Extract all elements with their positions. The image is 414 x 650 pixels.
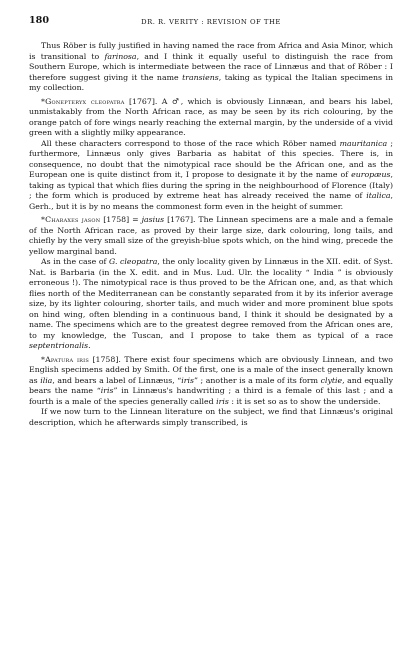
italic-term: clytie	[320, 375, 343, 385]
text-run: Thus Röber is fully justified in having named the race from Africa and Asia Minor, which is transitional to	[29, 41, 393, 61]
text-run: As in the case of	[41, 257, 110, 266]
text-run: , and bears a label of Linnæus, “	[52, 375, 182, 385]
text-run: , taking as typical that which flies during the spring in the neighbourhood of Florence (Italy) ; the form which is produced by extreme heat has already received the name of	[29, 170, 393, 200]
italic-term: ilia	[40, 375, 53, 385]
paragraph-p4	[29, 215, 393, 257]
text-run: ; furthermore, Linnæus only gives Barbaria as habitat of this species. There is, in consequence, no doubt that the nimotypical race should be the African one, and as the European one is quite distinct from it, I propose to designate it by the name of	[29, 138, 393, 179]
page-header	[29, 16, 393, 29]
text-run: [1758]. There exist four specimens which are obviously Linnean, and two English specimens added by Smith. Of the first, one is a male of the insect generally known as	[29, 354, 393, 385]
italic-term: italica	[366, 191, 391, 200]
text-run: ” ; another is a male of its form	[194, 375, 321, 385]
species-heading: *Charaxes jason	[41, 215, 101, 224]
text-run: , and I think it equally useful to distinguish the race from Southern Europe, which is intermediate between the race of Linnæus and that of Röber : I therefore suggest giving it the name	[29, 51, 393, 82]
paragraph-p1	[29, 41, 393, 94]
paragraph-p2	[29, 97, 393, 139]
species-heading: *Gonepteryx cleopatra	[41, 96, 125, 106]
text-run: [1767]. The Linnean specimens are a male and a female of the North African race, as proved by their large size, dark colouring, long tails, and chiefly by the very small size of the greyish-blue spots which, on the hind wing, precede the yellow marginal band.	[29, 215, 393, 256]
body-text	[29, 41, 393, 428]
italic-term: septentrionalis	[29, 341, 89, 350]
italic-term: iris	[216, 396, 229, 406]
species-heading: *Apatura iris	[41, 354, 89, 364]
italic-term: farinosa	[104, 51, 137, 61]
paragraph-p6	[29, 355, 393, 408]
paragraph-p3	[29, 139, 393, 213]
text-run: , and equally bears the name “	[29, 375, 393, 395]
italic-term: europæus	[351, 170, 391, 179]
text-run: : it is set so as to show the underside.	[228, 396, 381, 406]
text-run: .	[88, 341, 91, 350]
text-run: All these characters correspond to those of the race which Röber named	[41, 138, 340, 148]
italic-term: iris	[181, 375, 194, 385]
text-run: ” in Linnæus's handwriting ; a third is a female of this last ; and a fourth is a male of the species generally called	[29, 386, 393, 406]
italic-term: transiens	[182, 72, 219, 82]
italic-term: jasius	[141, 215, 165, 224]
text-run: [1767]. A ♂, which is obviously Linnæan, and bears his label, unmistakably from the North African race, as may be seen by its rich colouring, by the orange patch of fore wings nearly reaching the external margin, by the underside of a vivid green with a slightly milky appearance.	[29, 96, 393, 137]
text-run: , Gerh., but it is by no means the commonest form even in the height of summer.	[29, 191, 393, 211]
page	[29, 16, 393, 428]
text-run: , taking as typical the Italian specimens in my collection.	[29, 72, 394, 92]
text-run: [1758] =	[100, 215, 142, 224]
italic-term: mauritanica	[339, 138, 388, 148]
text-run: , the only locality given by Linnæus in the XII. edit. of Syst. Nat. is Barbaria (in the X. edit. and in Mus. Lud. Ulr. the locality “ India ” is obviously erroneous !). The nimotypical race is thus proved to be the African one, and, as that which flies north of the Mediterranean can be constantly separated from it by its inferior average size, by its lighter colouring, shorter tails, and much wider and more prominent blue spots on hind wing, often blending in a continuous band, I think it should be designated by a name. The specimens which are to the greatest degree removed from the African ones are, to my knowledge, the Tuscan, and I propose to take them as typical of a race	[29, 257, 393, 340]
page-number: 180	[29, 15, 50, 26]
text-run: If we now turn to the Linnean literature on the subject, we find that Linnæus's original description, which he afterwards simply transcribed, is	[29, 407, 393, 427]
paragraph-p5	[29, 257, 393, 352]
italic-term: iris	[100, 386, 114, 395]
running-head: DR. R. VERITY : REVISION OF THE	[141, 18, 281, 26]
paragraph-p7	[29, 407, 393, 428]
italic-term: G. cleopatra	[109, 257, 158, 266]
